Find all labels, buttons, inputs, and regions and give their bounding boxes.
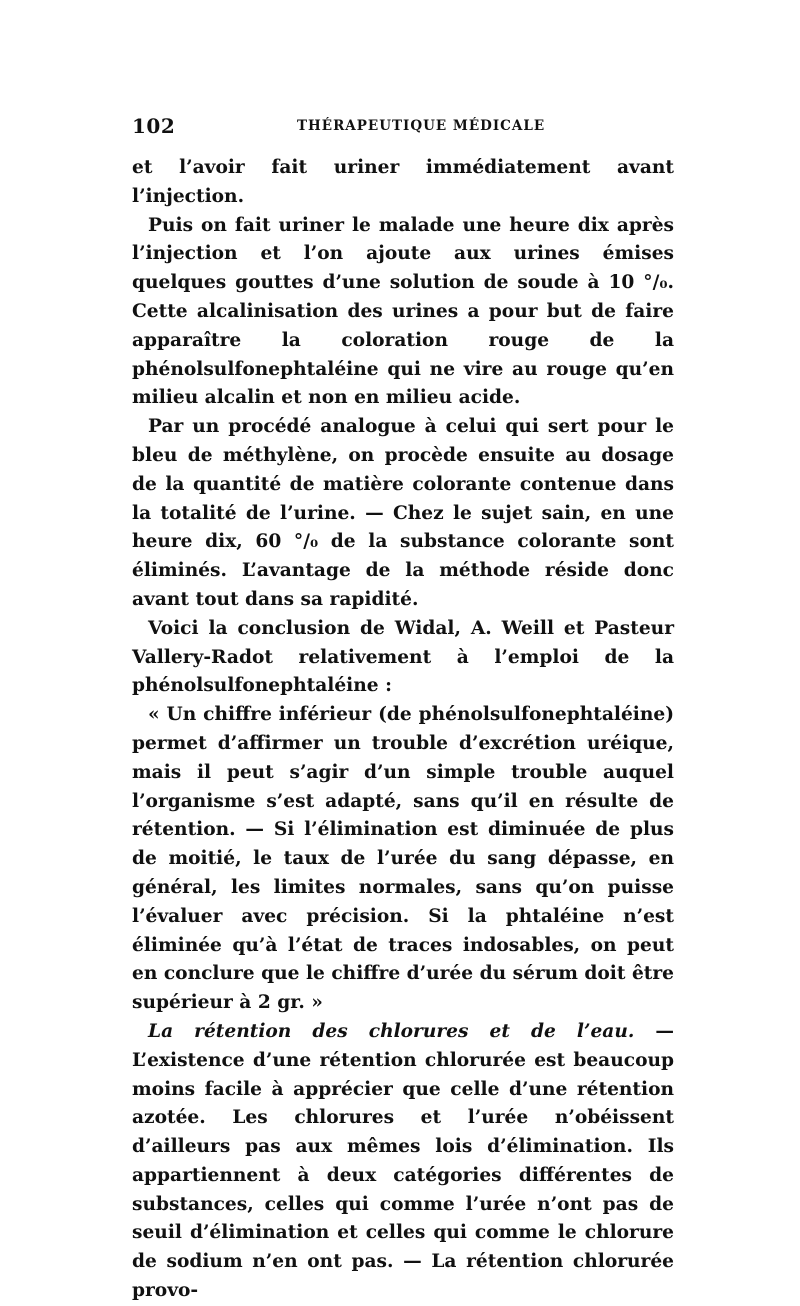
book-page: [132, 114, 674, 1306]
section-chlorures: [132, 1018, 674, 1306]
paragraph-conclusion-intro: Voici la conclusion de Widal, A. Weill et Pasteur Vallery-Radot relativement à l’emploi de la phénolsulfonephtaléine :: [132, 617, 674, 697]
paragraph-continuation: et l’avoir fait uriner immédiatement avant l’injection.: [132, 157, 674, 207]
section-text: — L’existence d’une rétention chlorurée est beaucoup moins facile à apprécier que celle d’une rétention azotée. Les chlorures et l’urée n’obéissent d’ailleurs pas aux mêmes lois d’élimination. Ils appartiennent à deux catégories différentes de substances, celles qui comme l’urée n’ont pas de seuil d’élimination et celles qui comme le chlorure de sodium n’en ont pas. — La rétention chlorurée provo-: [132, 1020, 674, 1302]
section-heading: La rétention des chlorures et de l’eau.: [148, 1020, 635, 1042]
page-number: 102: [132, 114, 176, 138]
running-title: THÉRAPEUTIQUE MÉDICALE: [297, 118, 546, 134]
running-head: [132, 114, 674, 142]
paragraph-dosage: Par un procédé analogue à celui qui sert pour le bleu de méthylène, on procède ensuite au dosage de la quantité de matière colorante contenue dans la totalité de l’urine. — Chez le sujet sain, en une heure dix, 60 °/₀ de la substance colorante sont éliminés. L’avantage de la méthode réside donc avant tout dans sa rapidité.: [132, 416, 674, 610]
body-text: [132, 154, 674, 1306]
paragraph-quotation: « Un chiffre inférieur (de phénolsulfonephtaléine) permet d’affirmer un trouble d’excrétion uréique, mais il peut s’agir d’un simple trouble auquel l’organisme s’est adapté, sans qu’il en résulte de rétention. — Si l’élimination est diminuée de plus de moitié, le taux de l’urée du sang dépasse, en général, les limites normales, sans qu’on puisse l’évaluer avec précision. Si la phtaléine n’est éliminée qu’à l’état de traces indosables, on peut en conclure que le chiffre d’urée du sérum doit être supérieur à 2 gr. »: [132, 704, 674, 1014]
paragraph-urine-collection: Puis on fait uriner le malade une heure dix après l’injection et l’on ajoute aux urines émises quelques gouttes d’une solution de soude à 10 °/₀. Cette alcalinisation des urines a pour but de faire apparaître la coloration rouge de la phénolsulfonephtaléine qui ne vire au rouge qu’en milieu alcalin et non en milieu acide.: [132, 214, 674, 409]
